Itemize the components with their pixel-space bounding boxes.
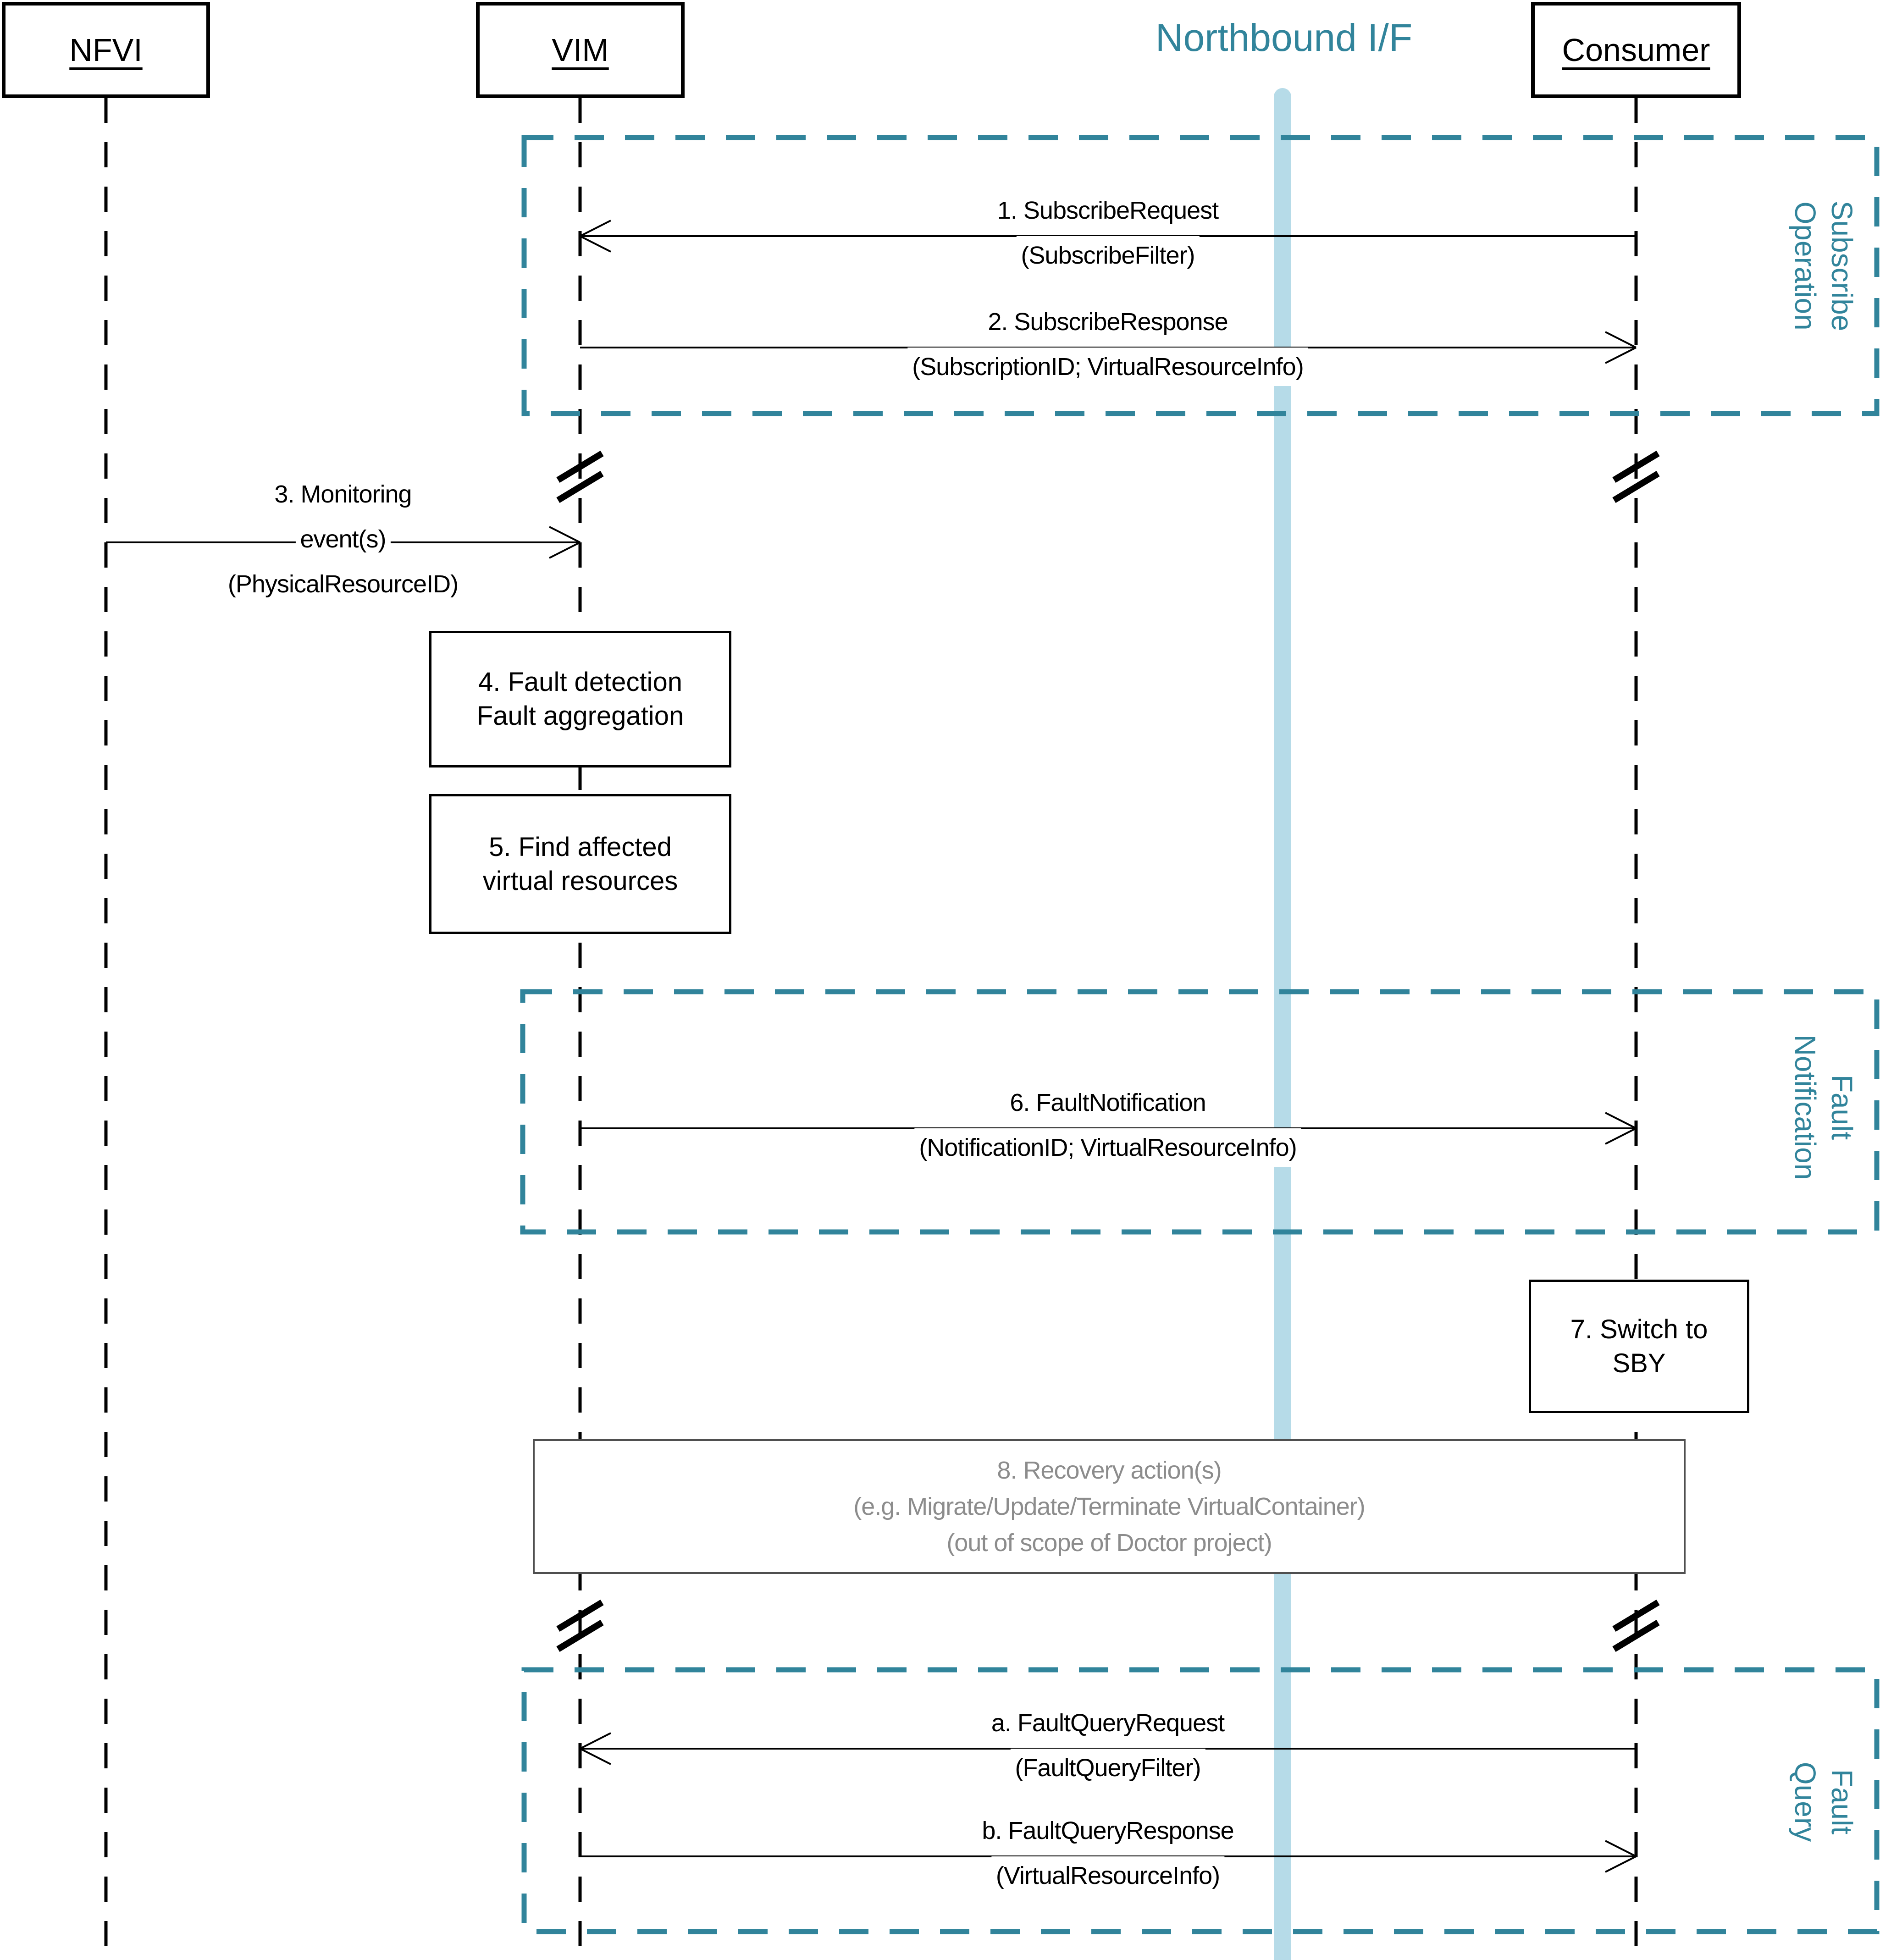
actor-label-consumer: Consumer (1562, 32, 1710, 68)
group-label-line: Subscribe (1825, 200, 1858, 331)
actor-label-nfvi: NFVI (69, 32, 143, 68)
message-subscribe-response (907, 303, 1308, 392)
group-label-fault-query (1782, 1706, 1860, 1898)
group-label-line: Fault (1825, 1074, 1858, 1140)
group-label-subscribe-operation (1782, 170, 1860, 362)
message-fault-query-response (977, 1811, 1238, 1901)
message-monitoring-events (223, 475, 463, 610)
message-text: 6. FaultNotification (1005, 1083, 1210, 1122)
message-params: (NotificationID; VirtualResourceInfo) (914, 1128, 1301, 1167)
process-text: 5. Find affected (489, 832, 672, 862)
message-text: 1. SubscribeRequest (993, 191, 1223, 230)
process-box-recovery-actions (533, 1439, 1686, 1574)
process-text: 8. Recovery action(s) (997, 1456, 1222, 1484)
message-params: (VirtualResourceInfo) (991, 1856, 1224, 1895)
actor-box-vim (476, 2, 685, 98)
process-text: 7. Switch to (1570, 1314, 1708, 1344)
message-params: (SubscribeFilter) (1016, 236, 1199, 275)
process-box-fault-detection (429, 631, 731, 767)
message-text: a. FaultQueryRequest (987, 1704, 1229, 1742)
message-params: (SubscriptionID; VirtualResourceInfo) (907, 348, 1308, 386)
actor-box-consumer (1531, 2, 1741, 98)
group-label-line: Notification (1789, 1034, 1822, 1180)
group-label-line: Fault (1825, 1769, 1858, 1835)
message-fault-notification (914, 1083, 1301, 1173)
message-subscribe-request (993, 191, 1223, 281)
group-label-line: Query (1789, 1761, 1822, 1842)
process-text: 4. Fault detection (478, 667, 682, 697)
process-box-find-affected-resources (429, 794, 731, 934)
process-text: (out of scope of Doctor project) (946, 1529, 1272, 1557)
process-text: SBY (1612, 1348, 1666, 1378)
message-text: b. FaultQueryResponse (977, 1811, 1238, 1850)
message-text: 2. SubscribeResponse (983, 303, 1232, 341)
message-params: (PhysicalResourceID) (223, 565, 463, 603)
message-fault-query-request (987, 1704, 1229, 1794)
message-params: (FaultQueryFilter) (1010, 1749, 1205, 1787)
process-text: (e.g. Migrate/Update/Terminate VirtualContainer) (853, 1492, 1365, 1520)
northbound-interface-title: Northbound I/F (1155, 16, 1413, 59)
group-label-fault-notification (1782, 1011, 1860, 1204)
actor-label-vim: VIM (552, 32, 609, 68)
process-box-switch-to-sby (1529, 1280, 1749, 1413)
actor-box-nfvi (2, 2, 210, 98)
message-text: 3. Monitoring (270, 475, 416, 513)
process-text: virtual resources (482, 866, 678, 896)
message-text: event(s) (295, 520, 390, 558)
group-label-line: Operation (1789, 201, 1822, 331)
process-text: Fault aggregation (476, 701, 684, 731)
